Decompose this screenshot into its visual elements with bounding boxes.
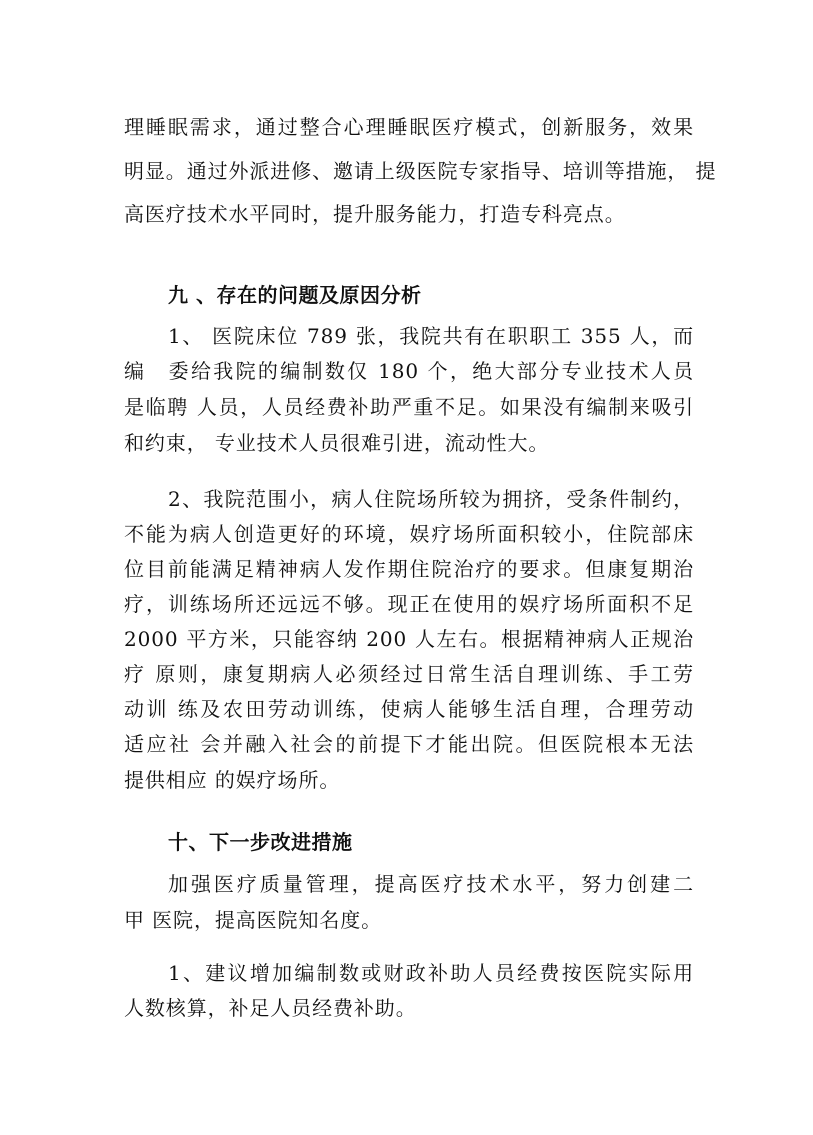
s9-p1-line-3: 是临聘 人员，人员经费补助严重不足。如果没有编制来吸引 <box>124 395 694 419</box>
s9-p2-line-6: 疗 原则，康复期病人必须经过日常生活自理训练、手工劳 <box>124 662 694 686</box>
s10-p2-line-2: 人数核算，补足人员经费补助。 <box>124 996 417 1020</box>
s9-p2-line-2: 不能为病人创造更好的环境，娱疗场所面积较小，住院部床 <box>124 522 694 546</box>
s9-p2-line-5: 2000 平方米，只能容纳 200 人左右。根据精神病人正规治 <box>124 627 694 651</box>
s9-p1-line-4: 和约束， 专业技术人员很难引进，流动性大。 <box>124 431 550 455</box>
intro-line-3: 高医疗技术水平同时，提升服务能力，打造专科亮点。 <box>124 202 626 226</box>
s9-p2-line-8: 适应社 会并融入社会的前提下才能出院。但医院根本无法 <box>124 732 694 756</box>
s9-p2-line-9: 提供相应 的娱疗场所。 <box>124 768 341 792</box>
s9-p2-line-4: 疗，训练场所还远远不够。现正在使用的娱疗场所面积不足 <box>124 592 694 616</box>
s9-p2-line-1: 2、我院范围小，病人住院场所较为拥挤，受条件制约， <box>168 487 694 511</box>
section-9-heading: 九 、存在的问题及原因分析 <box>168 283 422 307</box>
s10-p1-line-2: 甲 医院，提高医院知名度。 <box>124 908 383 932</box>
s10-p1-line-1: 加强医疗质量管理，提高医疗技术水平，努力创建二 <box>168 872 694 896</box>
s10-p2-line-1: 1、建议增加编制数或财政补助人员经费按医院实际用 <box>168 961 694 985</box>
intro-line-2: 明显。通过外派进修、邀请上级医院专家指导、培训等措施， 提 <box>124 159 717 183</box>
s9-p2-line-3: 位目前能满足精神病人发作期住院治疗的要求。但康复期治 <box>124 557 694 581</box>
s9-p1-line-2: 编 委给我院的编制数仅 180 个，绝大部分专业技术人员 <box>124 359 694 383</box>
intro-line-1: 理睡眠需求，通过整合心理睡眠医疗模式，创新服务，效果 <box>124 115 694 139</box>
s9-p2-line-7: 动训 练及农田劳动训练，使病人能够生活自理，合理劳动 <box>124 697 694 721</box>
section-10-heading: 十、下一步改进措施 <box>168 830 353 854</box>
s9-p1-line-1: 1、 医院床位 789 张，我院共有在职职工 355 人，而 <box>168 324 694 348</box>
